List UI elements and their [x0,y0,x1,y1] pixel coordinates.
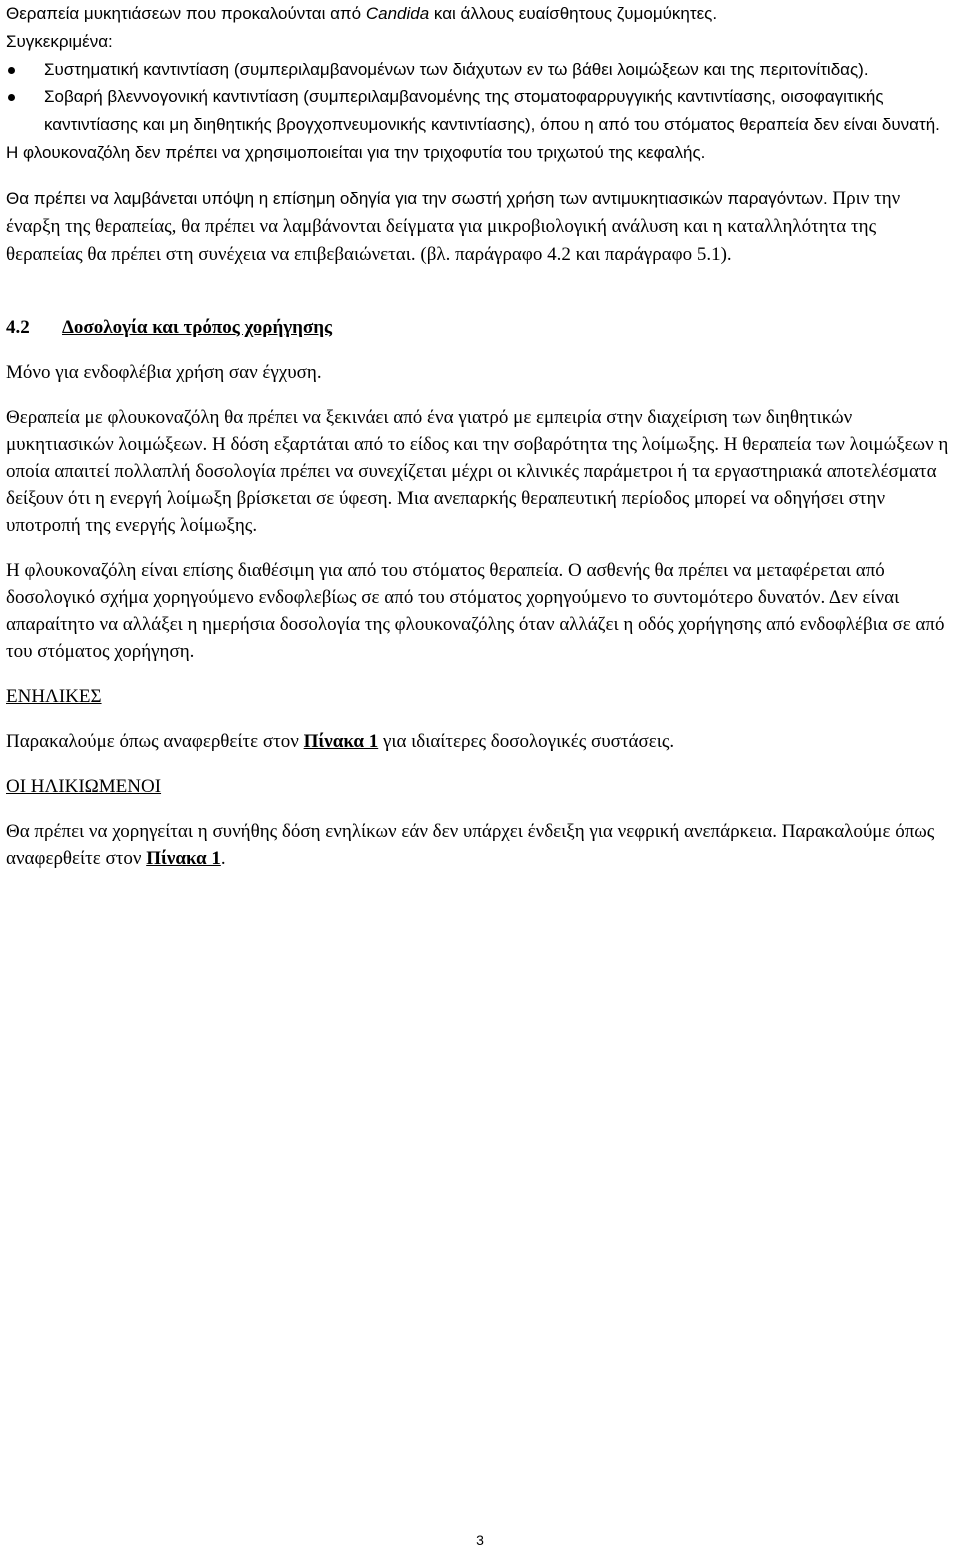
intro-line [6,0,956,28]
intro-text-end: και άλλους ευαίσθητους ζυμομύκητες. [429,4,718,23]
candida-term: Candida [365,4,430,23]
table-1-link[interactable]: Πίνακα 1 [146,848,221,869]
list-item-text: Συστηματική καντιντίαση (συμπεριλαμβανομένων των διάχυτων εν τω βάθει λοιμώξεων και της περιτονίτιδας). [44,60,869,79]
adults-heading: ΕΝΗΛΙΚΕΣ [6,686,102,707]
list-item [6,83,956,139]
adults-text: Παρακαλούμε όπως αναφερθείτε στον [6,731,304,752]
adults-text-end: για ιδιαίτερες δοσολογικές συστάσεις. [378,731,675,752]
list-item [6,56,956,84]
page-number: 3 [476,1532,484,1548]
guidance-part-1: Θα πρέπει να λαμβάνεται υπόψη η επίσημη οδηγία για την σωστή χρήση των αντιμυκητιασικών παραγόντων. [6,189,828,208]
treatment-paragraph: Θεραπεία με φλουκοναζόλη θα πρέπει να ξεκινάει από ένα γιατρό με εμπειρία στην διαχείριση των διηθητικών μυκητιασικών λοιμώξεων. Η δόση εξαρτάται από το είδος και την σοβαρότητα της λοίμωξης. Η θεραπεία των λοιμώξεων η οποία απαιτεί πολλαπλή δοσολογία πρέπει να συνεχίζεται μέχρι οι κλινικές παράμετροι ή τα εργαστηριακά αποτελέσματα δείξουν ότι η ενεργή λοίμωξη βρίσκεται σε ύφεση. Μια ανεπαρκής θεραπευτική περίοδος μπορεί να οδηγήσει στην υποτροπή της ενεργής λοίμωξης. [6,407,949,536]
bullet-icon [8,94,15,101]
section-number: 4.2 [6,317,30,338]
elderly-paragraph [6,818,956,872]
intro-block [6,0,956,269]
adults-paragraph [6,728,956,755]
scalp-note: Η φλουκοναζόλη δεν πρέπει να χρησιμοποιείται για την τριχοφυτία του τριχωτού της κεφαλής. [6,143,706,162]
document-page [6,0,956,872]
guidance-part-2: Πριν την έναρξη της θεραπείας, θα πρέπει να λαμβάνονται δείγματα για μικροβιολογική ανάλυση και η καταλληλότητα της θεραπείας θα πρέπει στη συνέχεια να επιβεβαιώνεται. (βλ. παράγραφο 4.2 και παράγραφο 5.1). [6,188,901,265]
table-1-link[interactable]: Πίνακα 1 [303,731,379,752]
section-heading [6,314,956,341]
indication-list [6,56,956,139]
specifically-label: Συγκεκριμένα: [6,32,113,51]
intro-text: Θεραπεία μυκητιάσεων που προκαλούνται από [6,4,366,23]
elderly-heading: ΟΙ ΗΛΙΚΙΩΜΕΝΟΙ [6,776,162,797]
elderly-text-end: . [220,848,226,869]
elderly-text: Θα πρέπει να χορηγείται η συνήθης δόση ενηλίκων εάν δεν υπάρχει ένδειξη για νεφρική ανεπάρκεια. Παρακαλούμε όπως αναφερθείτε στον [6,821,935,869]
guidance-paragraph [6,185,956,269]
list-item-text: Σοβαρή βλεννογονική καντιντίαση (συμπεριλαμβανομένης της στοματοφαρρυγγικής καντιντίασης, οισοφαγιτικής καντιντίασης και μη διηθητικής βρογχοπνευμονικής καντιντίασης), όπου η από του στόματος θεραπεία δεν είναι δυνατή. [44,87,940,134]
section-title: Δοσολογία και τρόπος χορήγησης [62,317,333,338]
oral-paragraph: Η φλουκοναζόλη είναι επίσης διαθέσιμη για από του στόματος θεραπεία. Ο ασθενής θα πρέπει να μεταφέρεται από δοσολογικό σχήμα χορηγούμενο ενδοφλεβίως σε από του στόματος χορηγούμενο το συντομότερο δυνατόν. Δεν είναι απαραίτητο να αλλάξει η ημερήσια δοσολογία της φλουκοναζόλης όταν αλλάζει η οδός χορήγησης από ενδοφλέβια σε από του στόματος χορήγηση. [6,560,945,662]
bullet-icon [8,67,15,74]
iv-only-note: Μόνο για ενδοφλέβια χρήση σαν έγχυση. [6,362,322,383]
